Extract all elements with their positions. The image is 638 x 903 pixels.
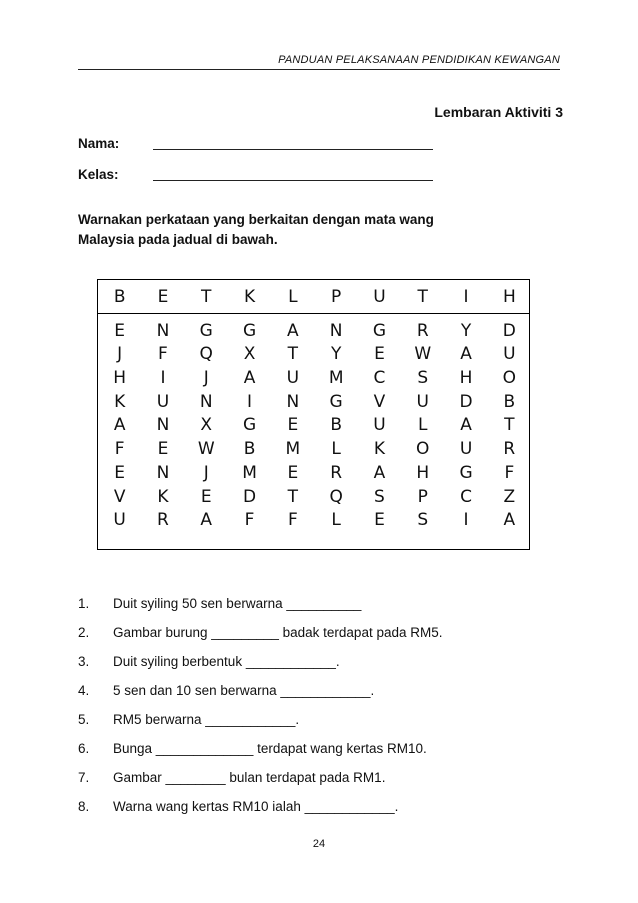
grid-cell[interactable]: F	[114, 439, 125, 459]
grid-cell[interactable]: R	[157, 510, 169, 530]
class-answer-line	[153, 180, 433, 181]
grid-cell[interactable]: C	[460, 487, 472, 507]
grid-cell[interactable]: R	[330, 463, 343, 483]
grid-cell[interactable]: U	[503, 344, 516, 364]
instruction	[78, 210, 558, 250]
grid-row	[98, 486, 529, 509]
grid-cell[interactable]: A	[373, 463, 386, 483]
grid-cell[interactable]: J	[203, 463, 209, 483]
grid-cell[interactable]: T	[504, 415, 515, 435]
grid-row	[98, 509, 529, 532]
grid-cell[interactable]: H	[416, 463, 430, 483]
grid-cell[interactable]: N	[199, 392, 213, 412]
grid-cell[interactable]: E	[374, 510, 385, 530]
question-text: Gambar burung _________ badak terdapat pada RM5.	[113, 625, 443, 640]
grid-cell[interactable]: N	[156, 463, 170, 483]
grid-cell[interactable]: L	[331, 510, 341, 530]
grid-cell[interactable]: U	[156, 392, 170, 412]
grid-cell[interactable]: A	[287, 321, 299, 341]
question-text: Bunga _____________ terdapat wang kertas RM10.	[113, 741, 427, 756]
grid-cell[interactable]: U	[373, 415, 386, 435]
grid-row	[98, 367, 529, 390]
grid-cell[interactable]: A	[460, 415, 472, 435]
question-number: 1.	[78, 596, 90, 611]
grid-cell[interactable]: U	[459, 439, 473, 459]
grid-cell[interactable]: K	[114, 392, 126, 412]
grid-cell[interactable]: Z	[503, 487, 516, 507]
grid-row	[98, 391, 529, 414]
grid-cell[interactable]: E	[374, 344, 385, 364]
question-number: 2.	[78, 625, 90, 640]
grid-row	[98, 286, 529, 309]
question-number: 8.	[78, 799, 90, 814]
grid-row	[98, 414, 529, 437]
grid-cell[interactable]: Y	[330, 344, 342, 364]
class-field	[78, 167, 119, 182]
grid-cell[interactable]: F	[158, 344, 168, 364]
grid-cell[interactable]: T	[201, 287, 212, 307]
grid-cell[interactable]: H	[502, 287, 516, 307]
grid-cell[interactable]: C	[373, 368, 386, 388]
grid-cell[interactable]: P	[417, 487, 428, 507]
grid-cell[interactable]: B	[330, 415, 342, 435]
grid-cell[interactable]: G	[329, 392, 343, 412]
grid-cell[interactable]: Q	[329, 487, 343, 507]
question-number: 3.	[78, 654, 90, 669]
grid-cell[interactable]: O	[502, 368, 517, 388]
grid-cell[interactable]: V	[113, 487, 126, 507]
running-header: PANDUAN PELAKSANAAN PENDIDIKAN KEWANGAN	[278, 54, 560, 66]
name-answer-line	[153, 149, 433, 150]
grid-cell[interactable]: N	[156, 415, 170, 435]
grid-cell[interactable]: G	[242, 321, 257, 341]
grid-cell[interactable]: N	[286, 392, 300, 412]
grid-cell[interactable]: B	[113, 287, 126, 307]
word-search-grid	[97, 279, 530, 550]
grid-row	[98, 438, 529, 461]
grid-cell[interactable]: E	[114, 463, 126, 483]
grid-row	[98, 343, 529, 366]
grid-cell[interactable]: H	[459, 368, 473, 388]
grid-cell[interactable]: D	[459, 392, 473, 412]
grid-cell[interactable]: L	[418, 415, 428, 435]
question-text: Warna wang kertas RM10 ialah ____________.	[113, 799, 399, 814]
grid-cell[interactable]: G	[199, 321, 213, 341]
grid-cell[interactable]: K	[373, 439, 386, 459]
grid-cell[interactable]: M	[285, 439, 301, 459]
grid-cell[interactable]: S	[417, 510, 429, 530]
instruction-line-1: Warnakan perkataan yang berkaitan dengan mata wang	[78, 212, 434, 227]
grid-cell[interactable]: K	[243, 287, 256, 307]
grid-cell[interactable]: R	[416, 321, 429, 341]
grid-cell[interactable]: F	[244, 510, 255, 530]
grid-cell[interactable]: I	[463, 287, 469, 307]
grid-cell[interactable]: E	[157, 439, 169, 459]
grid-cell[interactable]: W	[197, 439, 215, 459]
grid-cell[interactable]: X	[200, 415, 213, 435]
grid-cell[interactable]: N	[329, 321, 343, 341]
grid-cell[interactable]: K	[157, 487, 169, 507]
grid-cell[interactable]: A	[503, 510, 516, 530]
grid-cell[interactable]: S	[417, 368, 429, 388]
grid-cell[interactable]: E	[200, 487, 212, 507]
grid-row	[98, 320, 529, 343]
grid-cell[interactable]: I	[463, 510, 469, 530]
grid-cell[interactable]: B	[503, 392, 516, 412]
grid-cell[interactable]: D	[242, 487, 257, 507]
grid-cell[interactable]: L	[288, 287, 298, 307]
grid-cell[interactable]: D	[502, 321, 516, 341]
header-rule	[78, 69, 560, 70]
grid-cell[interactable]: U	[286, 368, 300, 388]
grid-cell[interactable]: O	[416, 439, 430, 459]
instruction-line-2: Malaysia pada jadual di bawah.	[78, 232, 278, 247]
grid-cell[interactable]: A	[460, 344, 472, 364]
grid-divider	[98, 313, 529, 314]
activity-title: Lembaran Aktiviti 3	[434, 104, 563, 120]
grid-cell[interactable]: E	[157, 287, 169, 307]
question-text: Duit syiling berbentuk ____________.	[113, 654, 340, 669]
grid-cell[interactable]: X	[243, 344, 256, 364]
grid-cell[interactable]: I	[160, 368, 166, 388]
name-field	[78, 136, 119, 151]
grid-cell[interactable]: N	[156, 321, 170, 341]
grid-cell[interactable]: A	[243, 368, 256, 388]
grid-cell[interactable]: H	[113, 368, 127, 388]
grid-cell[interactable]: I	[247, 392, 253, 412]
question-text: RM5 berwarna ____________.	[113, 712, 300, 727]
grid-cell[interactable]: T	[287, 344, 299, 364]
grid-cell[interactable]: F	[504, 463, 515, 483]
grid-cell[interactable]: W	[414, 344, 432, 364]
grid-row	[98, 462, 529, 485]
grid-cell[interactable]: T	[417, 287, 428, 307]
question-number: 7.	[78, 770, 90, 785]
grid-cell[interactable]: G	[459, 463, 473, 483]
grid-cell[interactable]: U	[113, 510, 126, 530]
question-number: 6.	[78, 741, 90, 756]
grid-cell[interactable]: V	[373, 392, 386, 412]
grid-cell[interactable]: G	[372, 321, 387, 341]
grid-cell[interactable]: U	[416, 392, 429, 412]
grid-cell[interactable]: Y	[460, 321, 472, 341]
question-text: Duit syiling 50 sen berwarna __________	[113, 596, 362, 611]
grid-cell[interactable]: L	[331, 439, 341, 459]
grid-cell[interactable]: E	[287, 463, 299, 483]
grid-cell[interactable]: E	[287, 415, 299, 435]
grid-cell[interactable]: B	[243, 439, 256, 459]
grid-cell[interactable]: U	[373, 287, 386, 307]
grid-cell[interactable]: M	[242, 463, 257, 483]
question-number: 4.	[78, 683, 90, 698]
name-label: Nama:	[78, 136, 120, 151]
grid-cell[interactable]: E	[114, 321, 126, 341]
grid-cell[interactable]: Q	[199, 344, 213, 364]
grid-cell[interactable]: F	[287, 510, 298, 530]
question-text: Gambar ________ bulan terdapat pada RM1.	[113, 770, 386, 785]
grid-cell[interactable]: T	[287, 487, 299, 507]
grid-cell[interactable]: A	[113, 415, 126, 435]
grid-cell[interactable]: J	[203, 368, 209, 388]
grid-cell[interactable]: P	[331, 287, 342, 307]
page-number: 24	[312, 838, 326, 850]
grid-cell[interactable]: M	[328, 368, 344, 388]
grid-cell[interactable]: S	[374, 487, 385, 507]
grid-cell[interactable]: A	[200, 510, 213, 530]
grid-cell[interactable]: J	[117, 344, 123, 364]
class-label: Kelas:	[78, 167, 119, 182]
question-number: 5.	[78, 712, 90, 727]
grid-cell[interactable]: R	[503, 439, 516, 459]
grid-cell[interactable]: G	[242, 415, 257, 435]
question-text: 5 sen dan 10 sen berwarna ____________.	[113, 683, 375, 698]
